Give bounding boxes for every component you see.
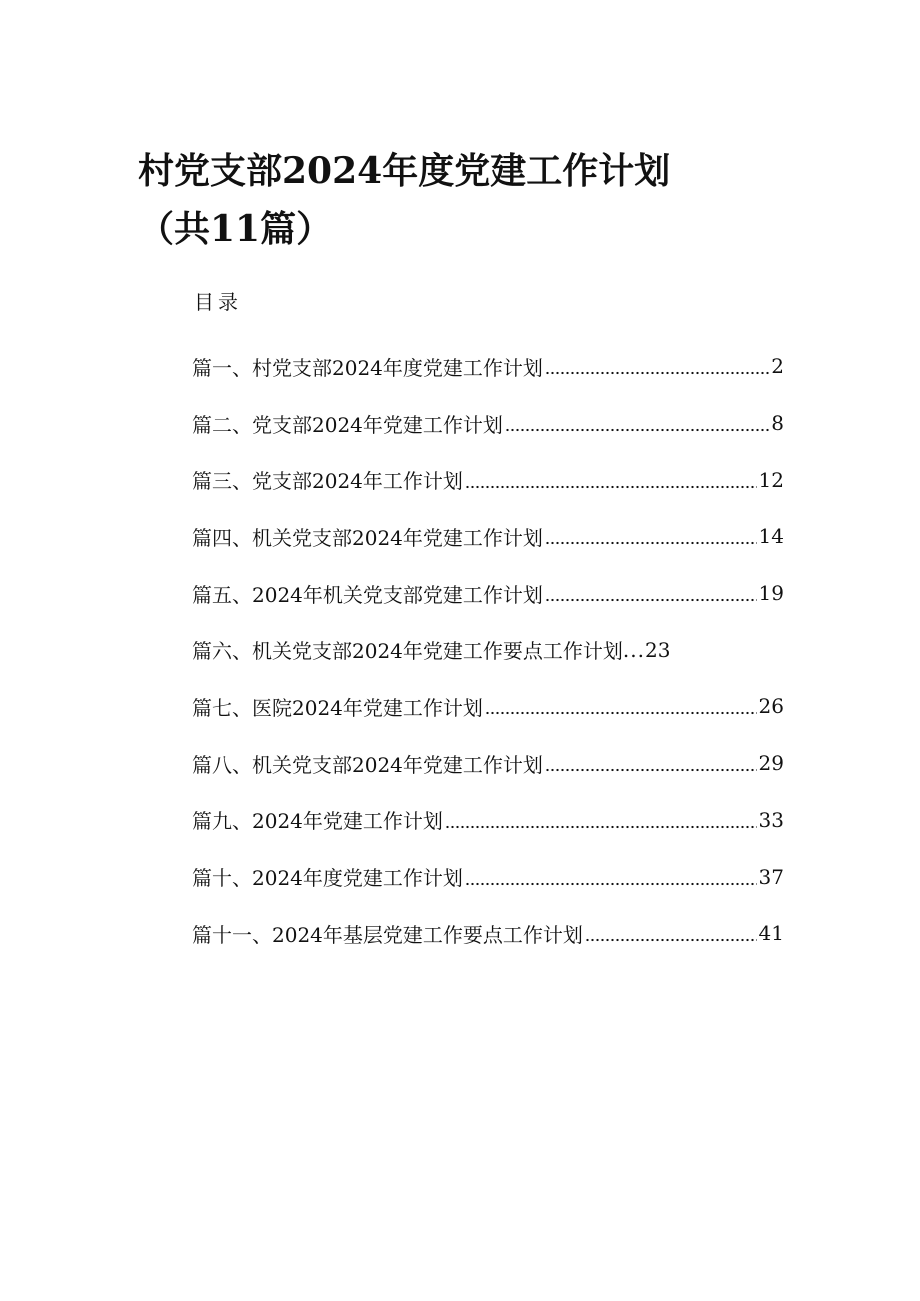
toc-item-3[interactable]: [192, 451, 784, 508]
toc-page-number: 29: [758, 751, 784, 776]
toc-page-number: 12: [758, 467, 784, 492]
toc-dot-leader: [545, 540, 757, 546]
toc-page-number: 23: [644, 637, 671, 662]
toc-item-4[interactable]: [192, 508, 784, 565]
toc-page-number: 41: [758, 921, 784, 946]
toc-dot-leader: [465, 484, 757, 490]
toc-item-label: 篇九、2024年党建工作计划: [192, 809, 443, 834]
toc-item-9[interactable]: [192, 792, 784, 849]
toc-item-2[interactable]: [192, 395, 784, 452]
toc-item-label: 篇七、医院2024年党建工作计划: [192, 695, 483, 720]
toc-dot-leader: [445, 824, 757, 830]
toc-item-label: 篇十一、2024年基层党建工作要点工作计划: [192, 922, 583, 947]
toc-page-number: 19: [758, 581, 784, 606]
toc-item-label: 篇五、2024年机关党支部党建工作计划: [192, 582, 543, 607]
toc-item-11[interactable]: [192, 905, 784, 962]
toc-dot-leader: [545, 597, 757, 603]
toc-dot-leader: [585, 937, 757, 943]
toc-item-label: 篇四、机关党支部2024年党建工作计划: [192, 525, 543, 550]
toc-page-number: 2: [771, 354, 784, 379]
toc-item-label: 篇一、村党支部2024年度党建工作计划: [192, 355, 543, 380]
toc-page-number: 37: [758, 864, 784, 889]
toc-page-number: 14: [758, 524, 784, 549]
toc-item-10[interactable]: [192, 848, 784, 905]
toc-dot-leader: [545, 370, 769, 376]
table-of-contents: [192, 338, 784, 962]
toc-item-1[interactable]: [192, 338, 784, 395]
toc-item-5[interactable]: [192, 565, 784, 622]
toc-item-7[interactable]: [192, 678, 784, 735]
toc-heading: 目录: [194, 290, 242, 314]
toc-dot-leader: [485, 710, 757, 716]
document-title: 村党支部2024年度党建工作计划（共11篇）: [138, 150, 671, 250]
toc-dot-leader: [465, 881, 757, 887]
toc-item-label: 篇二、党支部2024年党建工作计划: [192, 412, 503, 437]
toc-page-number: 8: [771, 411, 784, 436]
toc-dot-leader: [505, 427, 769, 433]
toc-item-label: 篇八、机关党支部2024年党建工作计划: [192, 752, 543, 777]
toc-ellipsis: ...: [622, 637, 645, 662]
toc-page-number: 33: [758, 807, 784, 832]
toc-item-label: 篇十、2024年度党建工作计划: [192, 866, 463, 891]
toc-item-8[interactable]: [192, 735, 784, 792]
toc-dot-leader: [545, 767, 757, 773]
toc-item-label: 篇三、党支部2024年工作计划: [192, 469, 463, 494]
toc-item-6[interactable]: [192, 621, 784, 678]
toc-page-number: 26: [758, 694, 784, 719]
toc-item-label: 篇六、机关党支部2024年党建工作要点工作计划: [192, 639, 623, 664]
